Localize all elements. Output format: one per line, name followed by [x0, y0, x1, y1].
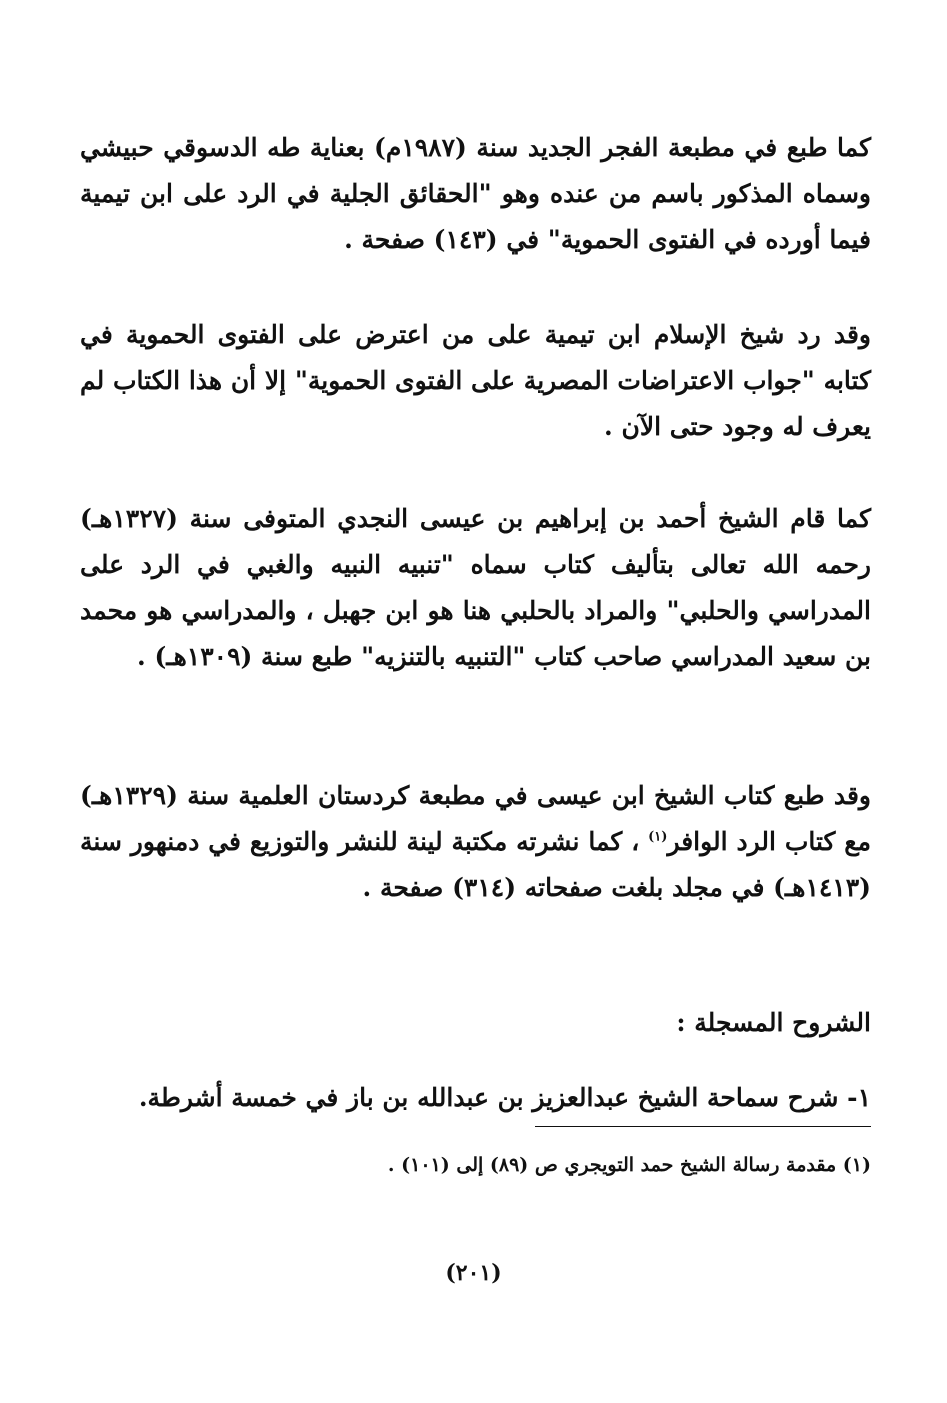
paragraph-4 — [80, 773, 871, 911]
list-item: ١- شرح سماحة الشيخ عبدالعزيز بن عبدالله بن باز في خمسة أشرطة. — [138, 1083, 871, 1112]
paragraph-1: كما طبع في مطبعة الفجر الجديد سنة (١٩٨٧م) بعناية طه الدسوقي حبيشي وسماه المذكور باسم من عنده وهو "الحقائق الجلية في الرد على ابن تيمية فيما أورده في الفتوى الحموية" في (١٤٣) صفحة . — [80, 133, 872, 254]
footnote: (١) مقدمة رسالة الشيخ حمد التويجري ص (٨٩) إلى (١٠١) . — [387, 1154, 871, 1176]
paragraph-4-text-after-ref: ، كما نشرته مكتبة لينة للنشر والتوزيع في دمنهور سنة (١٤١٣هـ) في مجلد بلغت صفحاته (٣١٤) صفحة . — [80, 827, 871, 902]
paragraph-3: كما قام الشيخ أحمد بن إبراهيم بن عيسى النجدي المتوفى سنة (١٣٢٧هـ) رحمه الله تعالى بتأليف كتاب سماه "تنبيه النبيه والغبي في الرد على المدراسي والحلبي" والمراد بالحلبي هنا هو ابن جهبل ، والمدراسي هو محمد بن سعيد المدراسي صاحب كتاب "التنبيه بالتنزيه" طبع سنة (١٣٠٩هـ) . — [80, 504, 871, 671]
footnote-reference: (١) — [648, 829, 668, 845]
footnote-divider — [535, 1126, 871, 1127]
section-heading: الشروح المسجلة : — [676, 1008, 871, 1037]
page-number: (٢٠١) — [445, 1260, 502, 1286]
paragraph-4-text-before-ref: وقد طبع كتاب الشيخ ابن عيسى في مطبعة كردستان العلمية سنة (١٣٢٩هـ) مع كتاب الرد الوافر — [80, 781, 871, 856]
paragraph-2: وقد رد شيخ الإسلام ابن تيمية على من اعترض على الفتوى الحموية في كتابه "جواب الاعتراضات المصرية على الفتوى الحموية" إلا أن هذا الكتاب لم يعرف له وجود حتى الآن . — [80, 320, 871, 441]
